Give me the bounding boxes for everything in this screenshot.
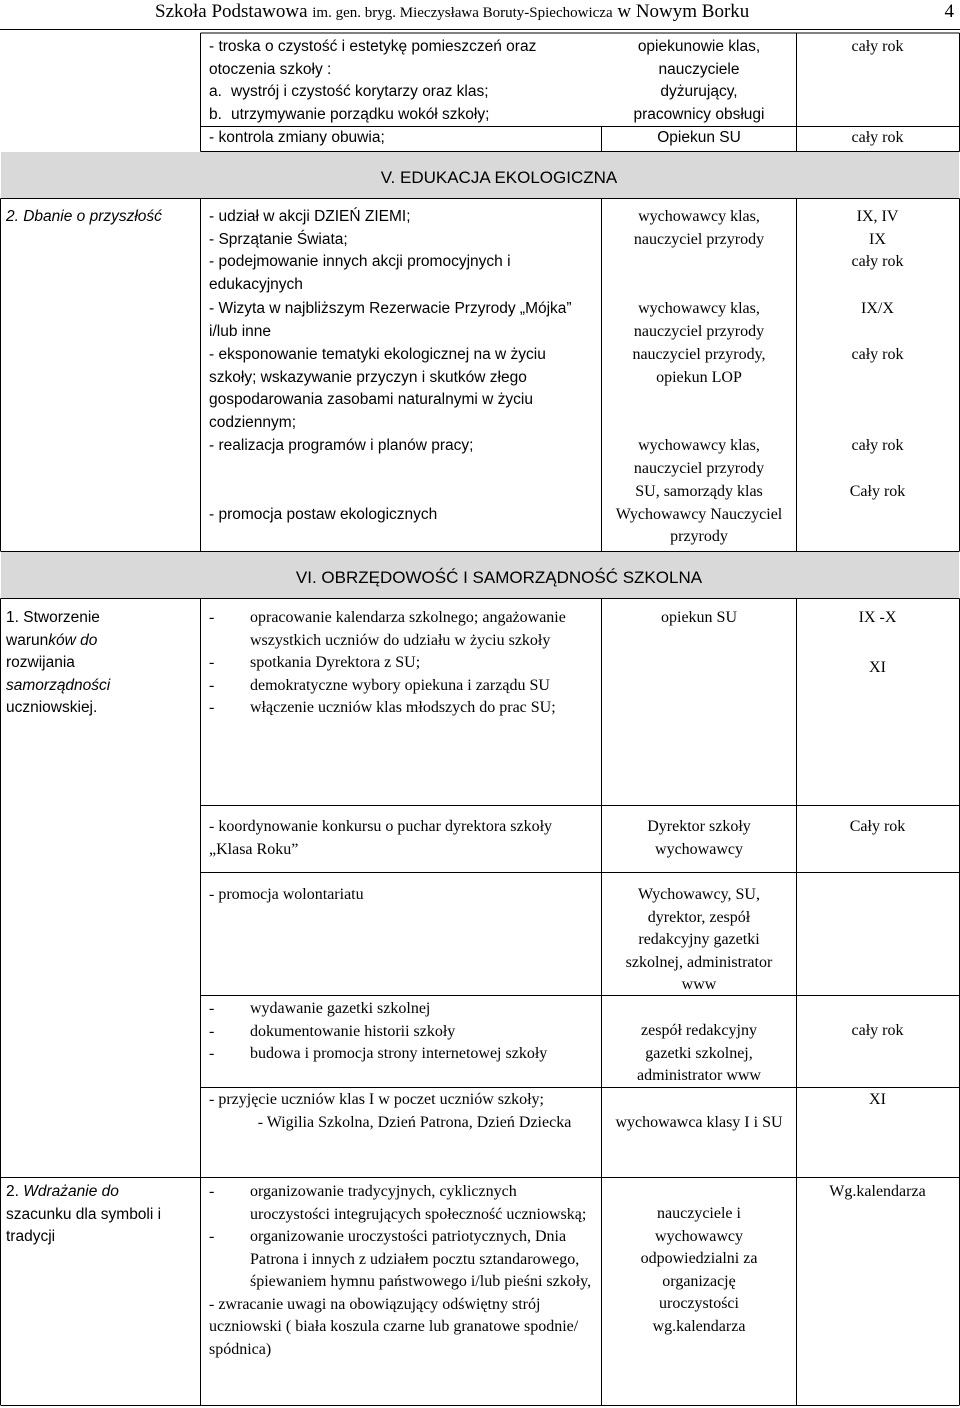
list-item: - dokumentowanie historii szkoły bbox=[209, 1021, 595, 1044]
traditions-task-cell: - organizowanie tradycyjnych, cyklicznych uroczystości integrujących społeczność uczniowską; - organizowanie uroczystości patriotycznych, Dnia Patrona i innych z udziałem pocztu sztandarowego, śpiewaniem hymnu państwowego i/lub pieśni szkoły, - zwracanie uwagi na obowiązujący odświętny strój uczniowski ( biała koszula czarne lub granatowe spodnie/ spódnica) bbox=[209, 1181, 599, 1361]
shoes-when-cell: cały rok bbox=[851, 129, 904, 146]
care-item-a: a. wystrój i czystość korytarzy oraz klas; bbox=[209, 83, 489, 100]
eco-who-4: wychowawcy klas, nauczyciel przyrody bbox=[633, 437, 765, 477]
eco-who-5: SU, samorządy klas Wychowawcy Nauczyciel przyrody bbox=[615, 483, 783, 545]
section-5-title: V. EDUKACJA EKOLOGICZNA bbox=[380, 168, 618, 187]
care-task-cell bbox=[209, 36, 599, 126]
section-6-title: VI. OBRZĘDOWOŚĆ I SAMORZĄDNOŚĆ SZKOLNA bbox=[295, 568, 703, 587]
care-item-b: b. utrzymywanie porządku wokół szkoły; bbox=[209, 105, 490, 123]
eco-when-5: Cały rok bbox=[849, 483, 906, 500]
traditions-who: nauczyciele i wychowawcy odpowiedzialni za organizację uroczystości wg.kalendarza bbox=[640, 1205, 758, 1335]
care-intro: - troska o czystość i estetykę pomieszczeń oraz otoczenia szkoły : bbox=[209, 38, 537, 78]
self-gov-task-cell bbox=[209, 607, 595, 720]
eco-who-2: wychowawcy klas, nauczyciel przyrody bbox=[633, 300, 765, 340]
first-grade-task-cell: - przyjęcie uczniów klas I w poczet uczniów szkoły; - Wigilia Szkolna, Dzień Patrona, Dzień Dziecka bbox=[209, 1091, 572, 1131]
list-item: - spotkania Dyrektora z SU; bbox=[209, 652, 595, 675]
eco-who-3: nauczyciel przyrody, opiekun LOP bbox=[632, 346, 766, 386]
eco-task-5: - promocja postaw ekologicznych bbox=[209, 506, 438, 523]
self-gov-when-a: IX -X bbox=[858, 609, 897, 626]
eco-who-1: wychowawcy klas, nauczyciel przyrody bbox=[633, 208, 765, 248]
contest-when: Cały rok bbox=[849, 818, 906, 835]
list-item: - włączenie uczniów klas młodszych do prac SU; bbox=[209, 697, 595, 720]
list-item: - organizowanie tradycyjnych, cyklicznych uroczystości integrujących społeczność uczniowską; bbox=[209, 1181, 599, 1226]
list-item: - demokratyczne wybory opiekuna i zarządu SU bbox=[209, 675, 595, 698]
eco-when-4: cały rok bbox=[851, 437, 904, 454]
eco-task-1: - udział w akcji DZIEŃ ZIEMI; - Sprzątanie Świata; - podejmowanie innych akcji promocyjnych i edukacyjnych bbox=[209, 208, 511, 293]
self-gov-when-b: XI bbox=[869, 659, 886, 676]
list-item: - budowa i promocja strony internetowej szkoły bbox=[209, 1043, 595, 1066]
section-5-goal: 2. Dbanie o przyszłość bbox=[6, 208, 162, 225]
page-number: 4 bbox=[944, 1, 954, 22]
newspaper-when: cały rok bbox=[851, 1022, 904, 1039]
shoes-task-cell: - kontrola zmiany obuwia; bbox=[209, 129, 385, 146]
care-when-cell: cały rok bbox=[851, 38, 904, 55]
school-name: Szkoła Podstawowa im. gen. bryg. Mieczysława Boruty-Spiechowicza w Nowym Borku bbox=[155, 1, 750, 22]
volunteer-who: Wychowawcy, SU, dyrektor, zespół redakcyjny gazetki szkolnej, administrator www bbox=[625, 886, 773, 993]
self-gov-who: opiekun SU bbox=[661, 609, 737, 626]
eco-when-2: IX/X bbox=[861, 300, 894, 317]
care-who-cell: opiekunowie klas, nauczyciele dyżurujący, pracownicy obsługi bbox=[633, 38, 765, 123]
eco-task-2: - Wizyta w najbliższym Rezerwacie Przyrody „Mójka” i/lub inne bbox=[209, 300, 572, 340]
first-grade-when: XI bbox=[869, 1091, 886, 1108]
traditions-when: Wg.kalendarza bbox=[829, 1183, 926, 1200]
volunteer-task: - promocja wolontariatu bbox=[209, 886, 364, 903]
shoes-who-cell: Opiekun SU bbox=[657, 129, 741, 146]
first-grade-who: wychowawca klasy I i SU bbox=[615, 1114, 783, 1131]
contest-who: Dyrektor szkoły wychowawcy bbox=[647, 818, 751, 858]
eco-when-1: IX, IV IX cały rok bbox=[851, 208, 904, 270]
newspaper-who: zespół redakcyjny gazetki szkolnej, administrator www bbox=[637, 1022, 761, 1084]
contest-task: - koordynowanie konkursu o puchar dyrektora szkoły „Klasa Roku” bbox=[209, 818, 553, 858]
list-item: - organizowanie uroczystości patriotycznych, Dnia Patrona i innych z udziałem pocztu sztandarowego, śpiewaniem hymnu państwowego i/lub pieśni szkoły, bbox=[209, 1226, 599, 1294]
goal-2-cell: 2. Wdrażanie do szacunku dla symboli i tradycji bbox=[6, 1183, 162, 1245]
eco-task-3: - eksponowanie tematyki ekologicznej na w życiu szkoły; wskazywanie przyczyn i skutków złego gospodarowania zasobami naturalnymi w życiu codziennym; bbox=[209, 346, 546, 431]
goal-1-cell: 1. Stworzenie warunków do rozwijania samorządności uczniowskiej. bbox=[6, 609, 111, 716]
newspaper-task-cell bbox=[209, 998, 595, 1066]
list-item: - wydawanie gazetki szkolnej bbox=[209, 998, 595, 1021]
eco-when-3: cały rok bbox=[851, 346, 904, 363]
list-item: - opracowanie kalendarza szkolnego; angażowanie wszystkich uczniów do udziału w życiu szkoły bbox=[209, 607, 595, 652]
eco-task-4: - realizacja programów i planów pracy; bbox=[209, 437, 474, 454]
